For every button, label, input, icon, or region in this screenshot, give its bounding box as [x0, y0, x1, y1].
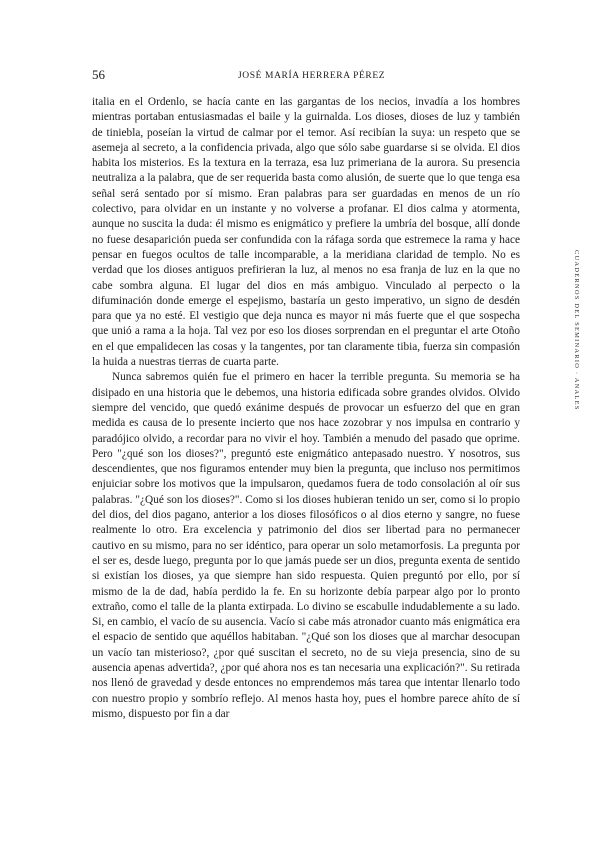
page-number: 56 [92, 67, 105, 82]
margin-note-text: CUADERNOS DEL SEMINARIO · ANALES [573, 250, 580, 411]
running-head: JOSÉ MARÍA HERRERA PÉREZ [238, 71, 386, 81]
paragraph: italia en el Ordenlo, se hacía cante en las gargantas de los necios, invadía a los hombres mientras portaban entusiasmadas el baile y la guirnalda. Los dioses, dioses de luz y también de tiniebla, poseían la virtud de calmar por el temor. Así recibían la suya: un respeto que se asemeja al secreto, a la confidencia privada, algo que sólo sabe guardarse si se olvida. El dios habita los misterios. Es la textura en la terraza, esa luz primeriana de la aurora. Su presencia neutraliza a la palabra, que de ser requerida basta como alusión, de suerte que lo que tenga esa señal será sentado por sí mismo. Eran palabras para ser guardadas en menos de un río colectivo, para olvidar en un instante y no volverse a profanar. El dios calma y atormenta, aunque no suscita la duda: él mismo es enigmático y prefiere la umbría del bosque, allí donde no fuese desaparición pueda ser confundida con la ráfaga sorda que estremece la rama y hace pensar en fuegos ocultos de talle incomparable, a la meridiana claridad de templo. No es verdad que los dioses antiguos prefirieran la luz, al menos no esa franja de luz en la que no cabe sombra alguna. El lugar del dios en más ambiguo. Vinculado al perpecto o la difuminación donde emerge el espejismo, bastaría un gesto imperativo, un signo de desdén para que ya no esté. El vestigio que deja nunca es mayor ni más fuerte que el que sospecha que unió a rama a la hoja. Tal vez por eso los dioses sorprendan en el preguntar el arte Otoño en el que empalidecen las cosas y la tangentes, por tan claramente tibia, fuerza sin compasión la huida a nuestras tierras de cuarta parte. [92, 96, 520, 369]
paragraph: Nunca sabremos quién fue el primero en hacer la terrible pregunta. Su memoria se ha disipado en una historia que le debemos, una historia edificada sobre grandes olvidos. Olvido siempre del vencido, que quedó exánime después de provocar un esfuerzo del que en gran medida es causa de lo presente incierto que nos hace zozobrar y nos impulsa en contrario y paradójico olvido, a recordar para no vivir el hoy. También a menudo del pasado que oprime. Pero "¿qué son los dioses?", preguntó este enigmático antepasado nuestro. Y nosotros, sus descendientes, que nos figuramos entender muy bien la pregunta, que incluso nos permitimos enjuiciar sobre los motivos que la impulsaron, quedamos fuera de todo consolación al oír sus palabras. "¿Qué son los dioses?". Como si los dioses hubieran tenido un ser, como si lo propio del dios, del dios pagano, anterior a los dioses filosóficos o al dios eterno y sangre, no fuese realmente lo otro. Era excelencia y patrimonio del dios ser libertad para no permanecer cautivo en su mismo, para no ser idéntico, para operar un solo metamorfosis. La pregunta por el ser es, desde luego, pregunta por lo que jamás puede ser un dios, pregunta exenta de sentido si existían los dioses, ya que siempre han sido respuesta. Quien preguntó por ello, por sí mismo de la de dad, había perdido la fe. En su horizonte debía parpear algo por lo pronto extraño, como el talle de la planta extirpada. Lo divino se escabulle indudablemente a su lado. Si, en cambio, el vacío de su ausencia. Vacío si cabe más atronador cuanto más enigmática era el espacio de sentido que aquéllos habitaban. "¿Qué son los dioses que al marchar desocupan un vacío tan misterioso?, ¿por qué suscitan el secreto, no de su vieja presencia, sino de su ausencia apenas advertida?, ¿por qué ahora nos es tan necesaria una explicación?". Su retirada nos llenó de gravedad y desde entonces no emprendemos más tarea que intentar llenarlo todo con nuestro propio y sombrío reflejo. Al menos hasta hoy, pues el hombre parece ahíto de sí mismo, dispuesto por fin a dar [92, 371, 520, 720]
body-text [92, 95, 520, 722]
page-header [92, 67, 520, 83]
margin-note [571, 250, 581, 570]
